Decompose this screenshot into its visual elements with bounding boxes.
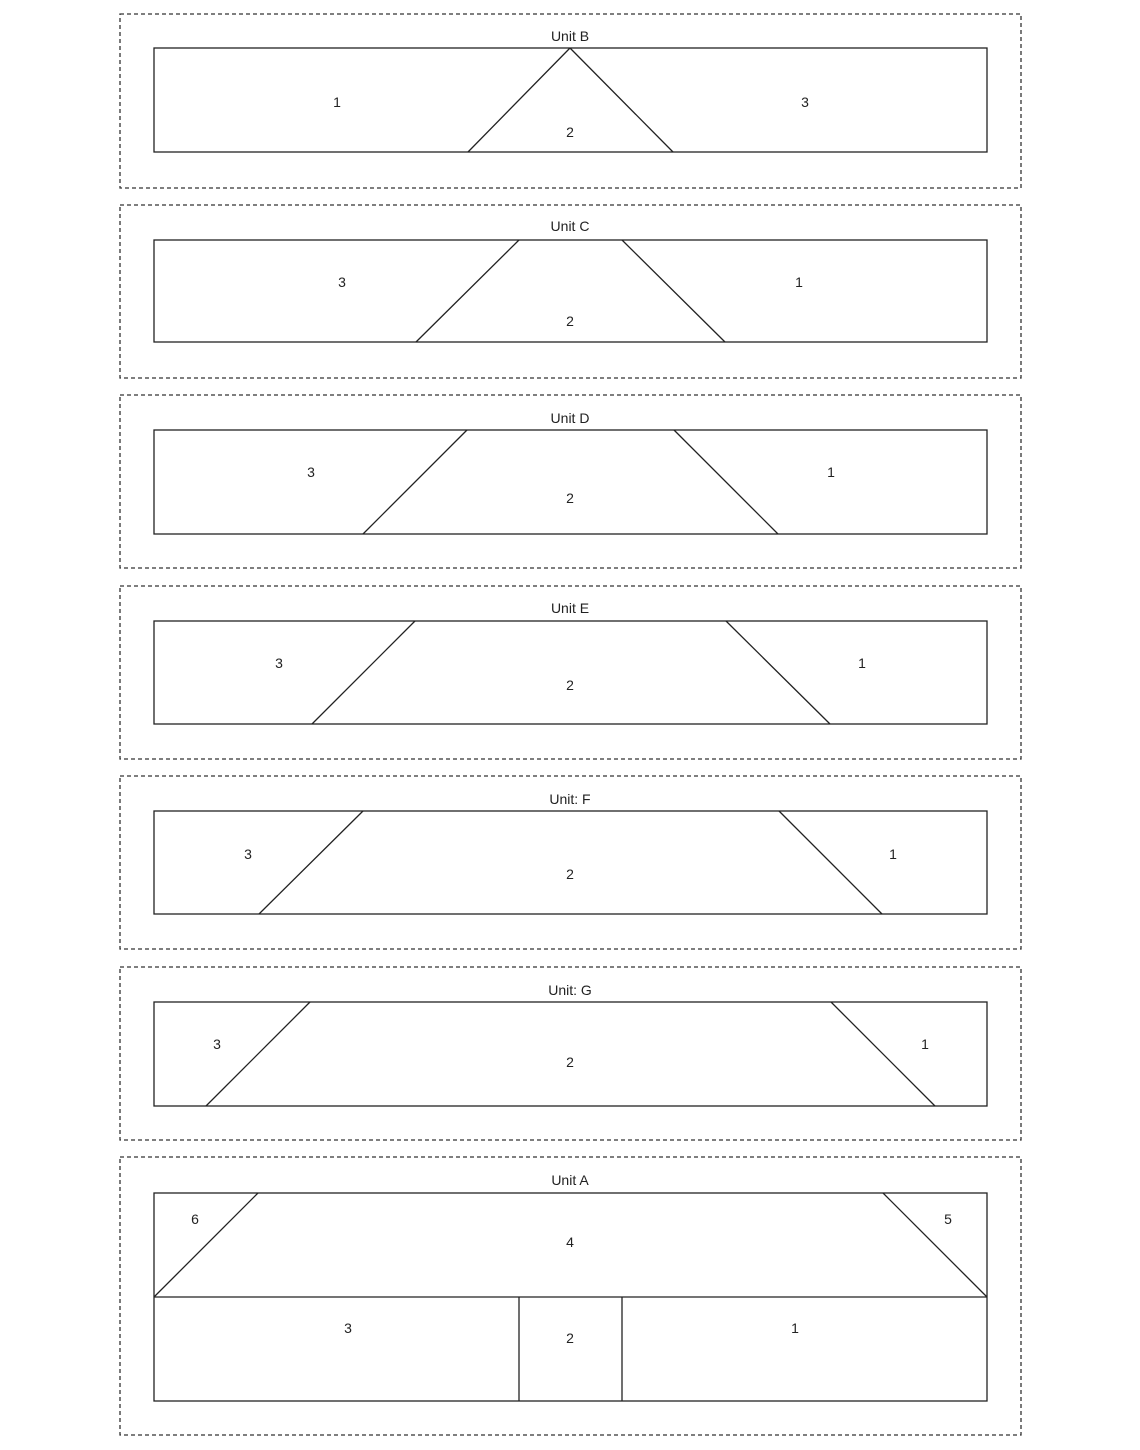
unit-c-piece-2: 2 xyxy=(566,313,574,329)
unit-a-title: Unit A xyxy=(551,1172,589,1188)
unit-e-title: Unit E xyxy=(550,600,590,616)
unit-f xyxy=(120,776,1021,949)
unit-c-title: Unit C xyxy=(550,218,590,234)
unit-g-piece-2: 2 xyxy=(566,1054,574,1070)
unit-a-piece-2: 2 xyxy=(566,1330,574,1346)
unit-f-outline xyxy=(154,811,987,914)
unit-c-piece-3: 3 xyxy=(338,274,346,290)
unit-a xyxy=(120,1157,1021,1435)
unit-b-piece-1: 1 xyxy=(333,94,341,110)
unit-f-piece-2: 2 xyxy=(566,866,574,882)
unit-d-piece-1: 1 xyxy=(827,464,835,480)
unit-b-piece-2: 2 xyxy=(566,124,574,140)
unit-d-title: Unit D xyxy=(550,410,590,426)
unit-f-piece-3: 3 xyxy=(244,846,252,862)
unit-d-outline xyxy=(154,430,987,534)
unit-c-piece-1: 1 xyxy=(795,274,803,290)
unit-d xyxy=(120,395,1021,568)
unit-a-piece-3: 3 xyxy=(344,1320,352,1336)
unit-d-piece-3: 3 xyxy=(307,464,315,480)
unit-b xyxy=(120,14,1021,188)
unit-f-title: Unit: F xyxy=(549,791,591,807)
unit-g-title: Unit: G xyxy=(548,982,592,998)
unit-b-piece-3: 3 xyxy=(801,94,809,110)
unit-g-piece-3: 3 xyxy=(213,1036,221,1052)
unit-a-piece-4: 4 xyxy=(566,1234,574,1250)
unit-f-piece-1: 1 xyxy=(889,846,897,862)
unit-a-piece-5: 5 xyxy=(944,1211,952,1227)
unit-e xyxy=(120,586,1021,759)
unit-a-piece-6: 6 xyxy=(191,1211,199,1227)
unit-e-piece-2: 2 xyxy=(566,677,574,693)
unit-g-piece-1: 1 xyxy=(921,1036,929,1052)
unit-d-piece-2: 2 xyxy=(566,490,574,506)
unit-a-piece-1: 1 xyxy=(791,1320,799,1336)
unit-e-piece-3: 3 xyxy=(275,655,283,671)
unit-e-outline xyxy=(154,621,987,724)
unit-e-piece-1: 1 xyxy=(858,655,866,671)
unit-c xyxy=(120,205,1021,378)
unit-g xyxy=(120,967,1021,1140)
unit-b-title: Unit B xyxy=(550,28,590,44)
